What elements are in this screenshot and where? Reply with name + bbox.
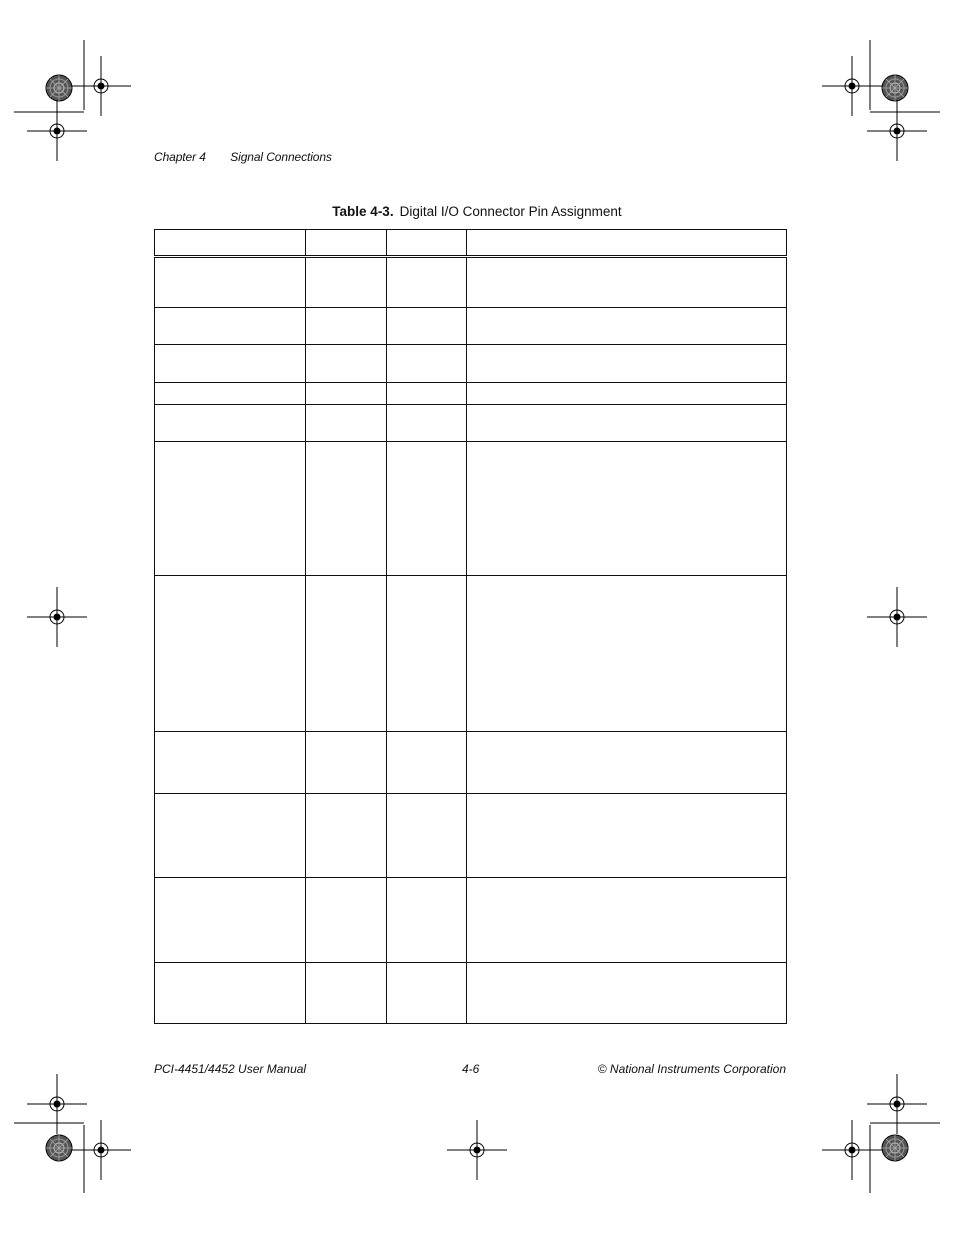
table-row	[155, 732, 787, 794]
table-header-cell	[467, 230, 787, 257]
footer-page-number: 4-6	[462, 1062, 480, 1076]
pin-assignment-table	[154, 229, 787, 1024]
table-row	[155, 383, 787, 405]
table-row	[155, 576, 787, 732]
table-row	[155, 442, 787, 576]
table-caption-label: Table 4-3.	[332, 204, 394, 219]
table-row	[155, 794, 787, 878]
chapter-label: Chapter 4	[154, 150, 206, 164]
table-row	[155, 257, 787, 308]
table-header-cell	[306, 230, 387, 257]
table-row	[155, 345, 787, 383]
footer-manual-title: PCI-4451/4452 User Manual	[154, 1062, 307, 1076]
table-row	[155, 963, 787, 1024]
table-caption	[0, 204, 954, 219]
table-row	[155, 405, 787, 442]
running-header	[154, 150, 332, 164]
table-header-cell	[155, 230, 306, 257]
footer-copyright: © National Instruments Corporation	[597, 1062, 786, 1076]
table-caption-title: Digital I/O Connector Pin Assignment	[399, 204, 622, 219]
section-label: Signal Connections	[230, 150, 332, 164]
table-row	[155, 878, 787, 963]
table-header-cell	[387, 230, 467, 257]
table-header-row	[155, 230, 787, 257]
table-row	[155, 308, 787, 345]
